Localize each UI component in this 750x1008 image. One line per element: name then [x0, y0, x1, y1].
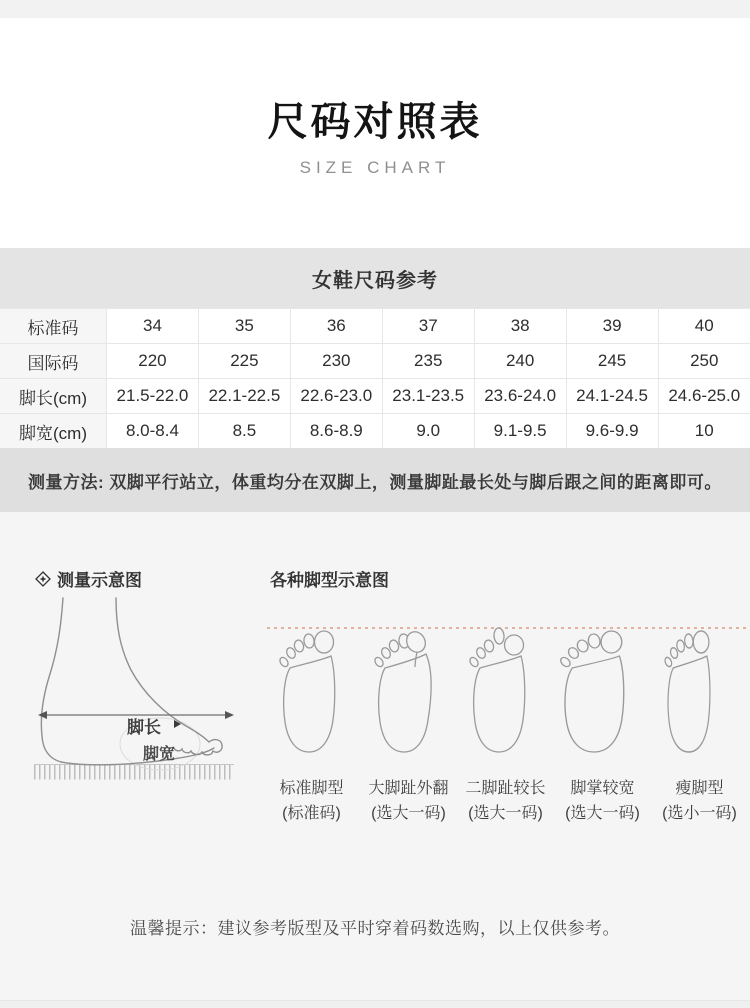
- cell: 220: [107, 344, 199, 379]
- cell: 22.6-23.0: [290, 379, 382, 414]
- measure-diagram-title: 测量示意图: [57, 571, 142, 590]
- cell: 9.6-9.9: [566, 414, 658, 449]
- foot-type-label: [263, 776, 360, 826]
- cell: 35: [198, 309, 290, 344]
- cell: 38: [474, 309, 566, 344]
- cell: 37: [382, 309, 474, 344]
- foot-types-title: 各种脚型示意图: [270, 571, 389, 590]
- cell: 230: [290, 344, 382, 379]
- cell: 250: [658, 344, 750, 379]
- diagram-section: [0, 512, 750, 1008]
- table-row-footlength: [0, 379, 750, 414]
- foot-type-advice: (选大一码): [371, 805, 446, 822]
- row-label: 国际码: [0, 344, 107, 379]
- cell: 34: [107, 309, 199, 344]
- cell: 22.1-22.5: [198, 379, 290, 414]
- foot-type-name: 二脚趾较长: [465, 780, 546, 797]
- cell: 240: [474, 344, 566, 379]
- diamond-icon: [35, 571, 51, 587]
- table-title: 女鞋尺码参考: [312, 269, 438, 292]
- foot-type-name: 脚掌较宽: [570, 780, 635, 797]
- foot-type-advice: (选小一码): [662, 805, 737, 822]
- table-title-band: [0, 248, 750, 308]
- bottom-strip: [0, 1000, 750, 1008]
- warm-tip: 温馨提示：建议参考版型及平时穿着码数选购，以上仅供参考。: [130, 919, 620, 938]
- table-row-standard: [0, 309, 750, 344]
- cell: 40: [658, 309, 750, 344]
- cell: 21.5-22.0: [107, 379, 199, 414]
- foot-type-name: 大脚趾外翻: [368, 780, 449, 797]
- cell: 245: [566, 344, 658, 379]
- foot-measure-diagram: [28, 596, 240, 794]
- foot-type-advice: (标准码): [282, 805, 341, 822]
- foot-type-advice: (选大一码): [468, 805, 543, 822]
- cell: 8.6-8.9: [290, 414, 382, 449]
- cell: 235: [382, 344, 474, 379]
- measure-diagram-heading: [35, 566, 142, 591]
- table-row-international: [0, 344, 750, 379]
- cell: 23.1-23.5: [382, 379, 474, 414]
- foot-width-label: 脚宽: [142, 746, 176, 763]
- foot-length-label: 脚长: [127, 718, 161, 737]
- measure-method-band: [0, 448, 750, 512]
- top-strip: [0, 0, 750, 18]
- cell: 39: [566, 309, 658, 344]
- cell: 9.1-9.5: [474, 414, 566, 449]
- foot-type-name: 标准脚型: [279, 780, 344, 797]
- row-label: 标准码: [0, 309, 107, 344]
- cell: 8.5: [198, 414, 290, 449]
- cell: 10: [658, 414, 750, 449]
- row-label: 脚宽(cm): [0, 414, 107, 449]
- table-row-footwidth: [0, 414, 750, 449]
- cell: 24.6-25.0: [658, 379, 750, 414]
- cell: 225: [198, 344, 290, 379]
- measure-method-text: 测量方法: 双脚平行站立，体重均分在双脚上，测量脚趾最长处与脚后跟之间的距离即可。: [28, 472, 722, 492]
- cell: 9.0: [382, 414, 474, 449]
- foot-type-label: [651, 776, 748, 826]
- foot-types-diagram: [263, 618, 750, 770]
- foot-type-label: [554, 776, 651, 826]
- foot-type-advice: (选大一码): [565, 805, 640, 822]
- cell: 23.6-24.0: [474, 379, 566, 414]
- cell: 24.1-24.5: [566, 379, 658, 414]
- foot-types-heading: [270, 566, 389, 591]
- foot-type-name: 瘦脚型: [675, 780, 724, 797]
- cell: 8.0-8.4: [107, 414, 199, 449]
- foot-type-label: [457, 776, 554, 826]
- size-table: [0, 308, 750, 449]
- page-subtitle: SIZE CHART: [299, 158, 451, 177]
- foot-type-label: [360, 776, 457, 826]
- foot-type-labels: [263, 776, 750, 826]
- row-label: 脚长(cm): [0, 379, 107, 414]
- page-title: 尺码对照表: [267, 100, 483, 144]
- cell: 36: [290, 309, 382, 344]
